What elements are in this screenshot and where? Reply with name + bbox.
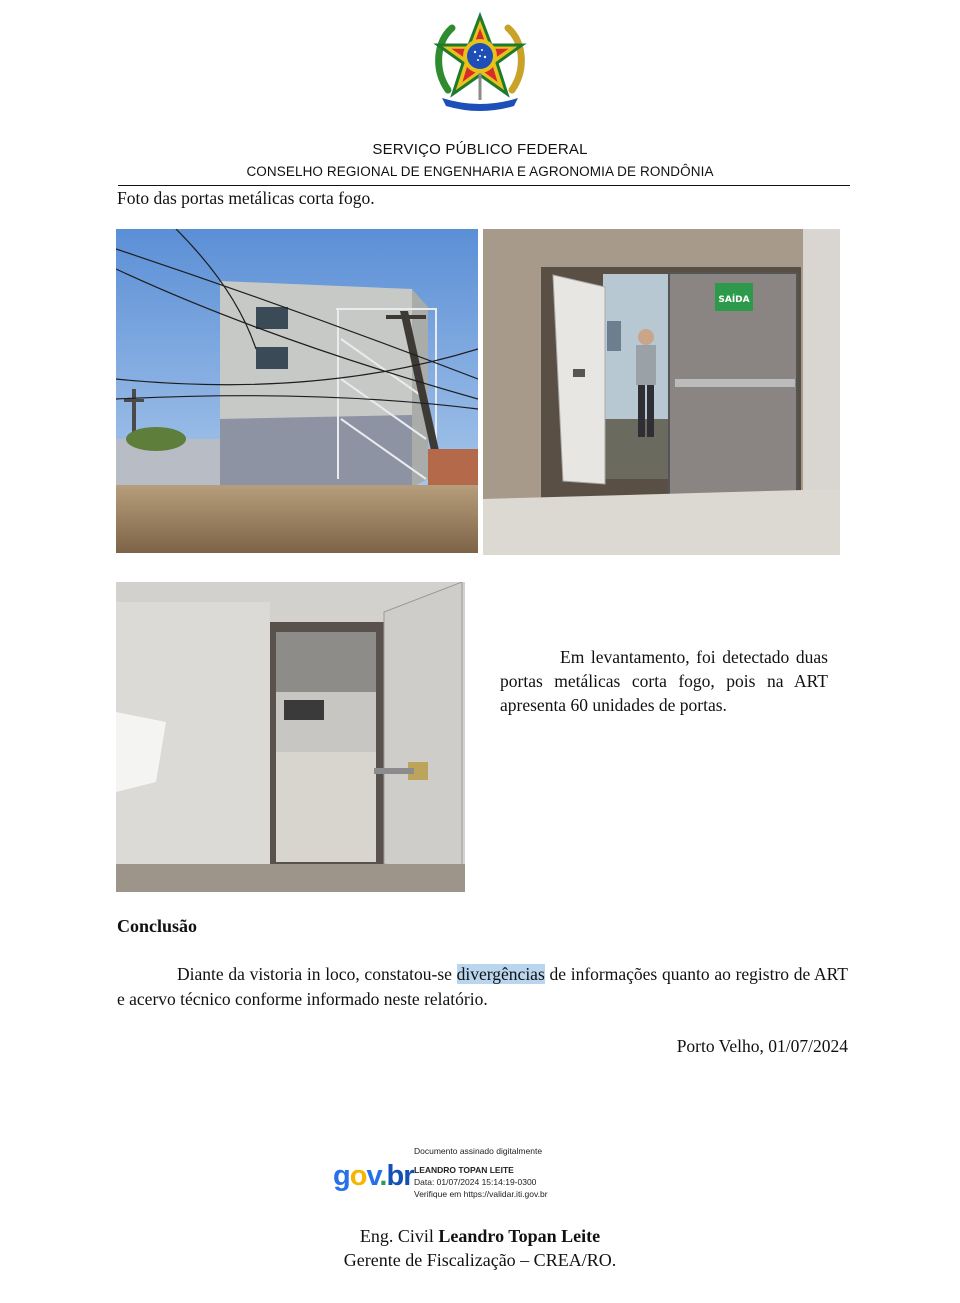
govbr-logo: gov.br [333, 1160, 414, 1192]
conclusion-text [117, 962, 848, 1012]
header-line-1: SERVIÇO PÚBLICO FEDERAL [372, 141, 588, 158]
conclusion-text-end: de informações quanto ao registro de ART e acervo técnico conforme informado neste relatório. [117, 964, 848, 1009]
place-and-date: Porto Velho, 01/07/2024 [676, 1036, 848, 1056]
digital-signature-date: Data: 01/07/2024 15:14:19-0300 [414, 1177, 537, 1187]
photo-building-exterior [116, 229, 478, 553]
signer-name-line [0, 1226, 960, 1247]
digital-signature-verify-link[interactable]: Verifique em https://validar.iti.gov.br [414, 1189, 548, 1199]
signer-name: Leandro Topan Leite [438, 1226, 601, 1246]
highlighted-word: divergências [456, 964, 545, 984]
photo-door-held-open [116, 582, 465, 892]
exit-sign-text: SAÍDA [718, 295, 750, 305]
coat-of-arms-emblem [430, 12, 530, 112]
photo-caption: Foto das portas metálicas corta fogo. [117, 188, 375, 208]
header-divider [118, 185, 850, 186]
digital-signature-signer: LEANDRO TOPAN LEITE [414, 1165, 514, 1175]
digital-signature-note: Documento assinado digitalmente [414, 1146, 543, 1156]
signer-title-prefix: Eng. Civil [359, 1226, 439, 1246]
photo-open-exit-door [483, 229, 840, 555]
header-line-2: CONSELHO REGIONAL DE ENGENHARIA E AGRONOMIA DE RONDÔNIA [246, 164, 714, 179]
signer-role: Gerente de Fiscalização – CREA/RO. [343, 1250, 617, 1270]
finding-paragraph-text: Em levantamento, foi detectado duas portas metálicas corta fogo, pois na ART apresenta 60 unidades de portas. [500, 647, 828, 715]
conclusion-text-start: Diante da vistoria in loco, constatou-se [177, 964, 457, 984]
finding-paragraph [500, 645, 828, 717]
conclusion-title: Conclusão [117, 916, 198, 936]
